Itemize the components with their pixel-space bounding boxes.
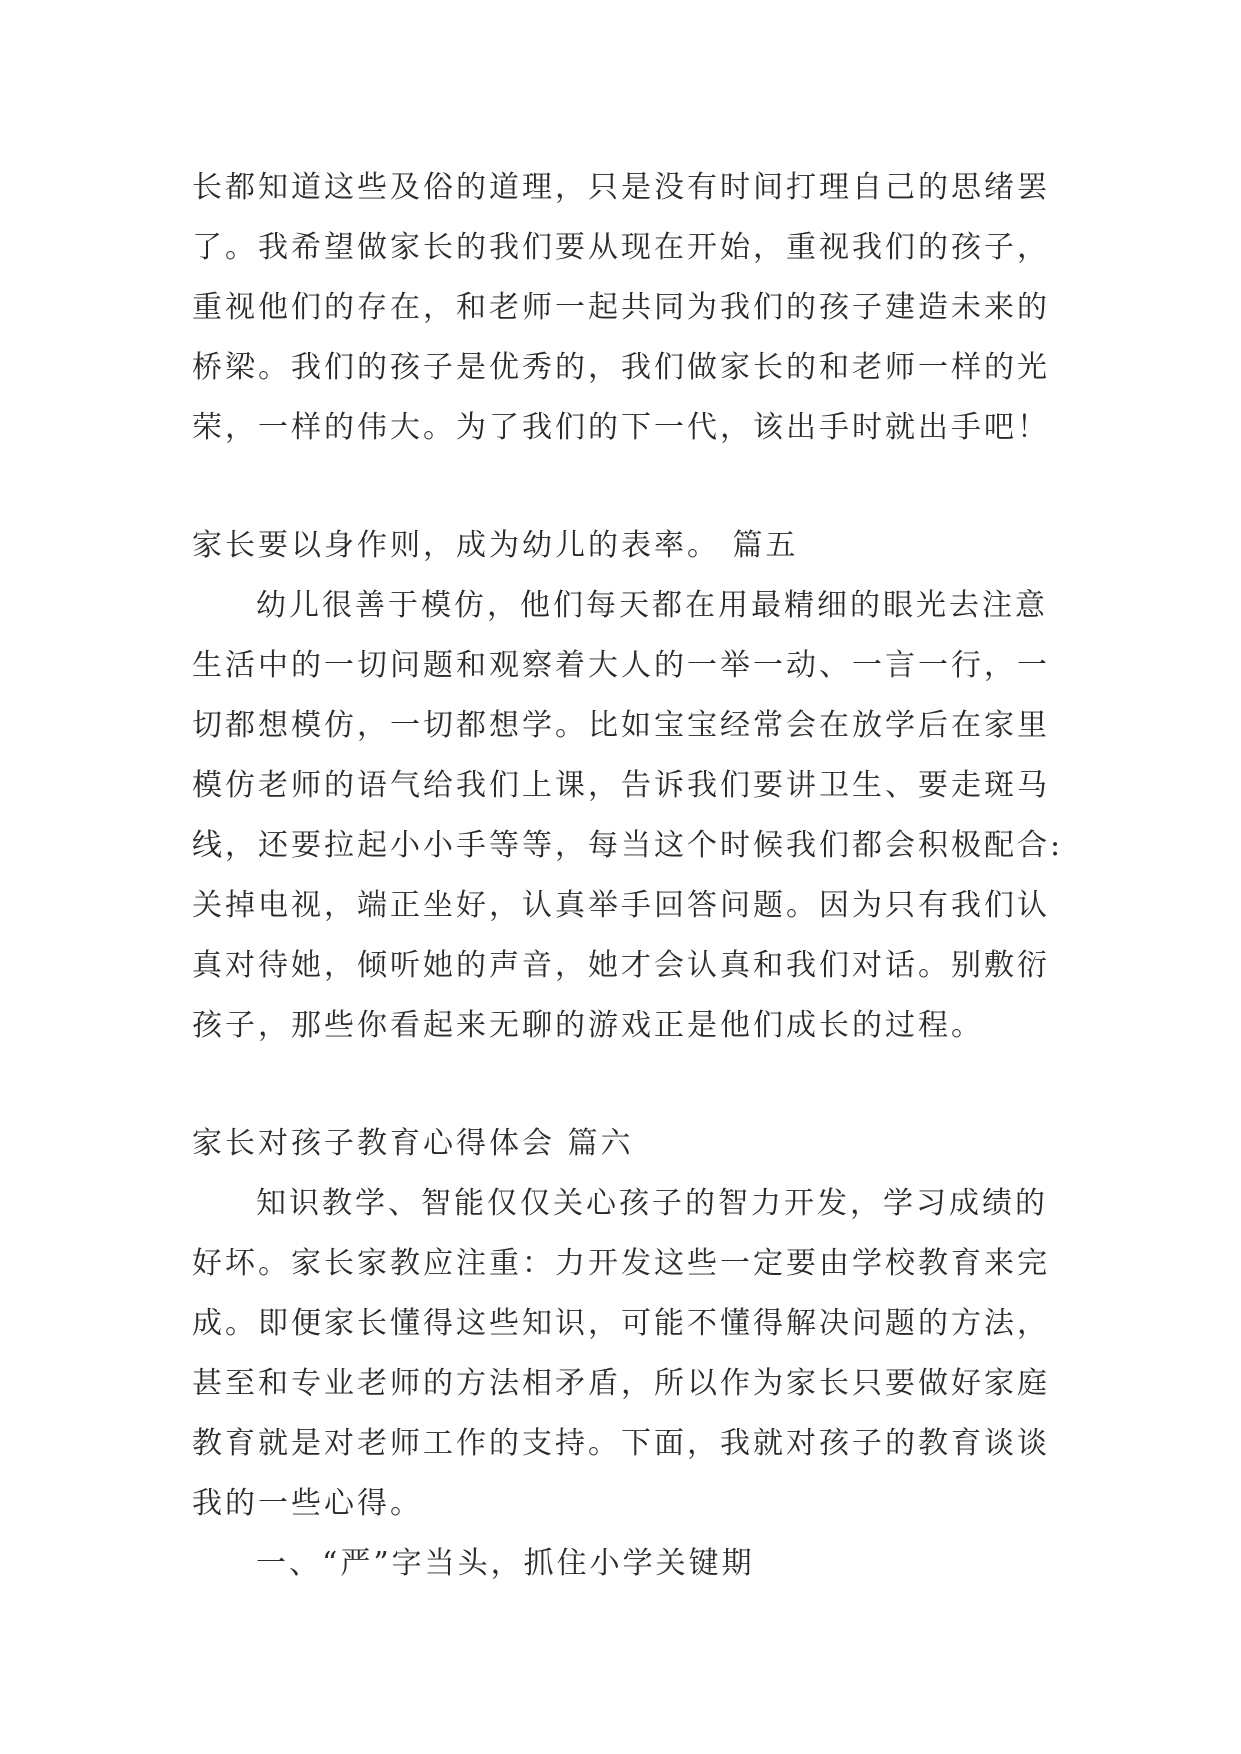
text-line: 真对待她，倾听她的声音，她才会认真和我们对话。别敷衍 [192,948,1050,983]
text-line: 桥梁。我们的孩子是优秀的，我们做家长的和老师一样的光 [192,350,1050,385]
section-six-heading: 家长对孩子教育心得体会 篇六 [192,1126,634,1161]
text-line: 好坏。家长家教应注重：力开发这些一定要由学校教育来完 [192,1246,1050,1281]
text-line: 了。我希望做家长的我们要从现在开始，重视我们的孩子， [192,230,1050,265]
section-six-subheading: 一、“严”字当头，抓住小学关键期 [256,1546,755,1581]
text-line: 生活中的一切问题和观察着大人的一举一动、一言一行，一 [192,648,1050,683]
document-body [192,158,1064,1594]
text-line: 关掉电视，端正坐好，认真举手回答问题。因为只有我们认 [192,888,1050,923]
text-line: 知识教学、智能仅仅关心孩子的智力开发，学习成绩的 [256,1186,1048,1221]
text-line: 甚至和专业老师的方法相矛盾，所以作为家长只要做好家庭 [192,1366,1050,1401]
text-line: 模仿老师的语气给我们上课，告诉我们要讲卫生、要走斑马 [192,768,1050,803]
section-six-paragraph [192,1174,1048,1534]
section-five-heading: 家长要以身作则，成为幼儿的表率。 篇五 [192,528,799,563]
section-spacer [192,1056,1048,1114]
section-five-paragraph [192,576,1064,1056]
text-line: 幼儿很善于模仿，他们每天都在用最精细的眼光去注意 [256,588,1048,623]
text-line: 孩子，那些你看起来无聊的游戏正是他们成长的过程。 [192,1008,984,1043]
text-line: 我的一些心得。 [192,1486,423,1521]
text-line: 成。即便家长懂得这些知识，可能不懂得解决问题的方法， [192,1306,1050,1341]
text-line: 长都知道这些及俗的道理，只是没有时间打理自己的思绪罢 [192,170,1050,205]
text-line: 切都想模仿，一切都想学。比如宝宝经常会在放学后在家里 [192,708,1050,743]
text-line: 教育就是对老师工作的支持。下面，我就对孩子的教育谈谈 [192,1426,1050,1461]
text-line: 重视他们的存在，和老师一起共同为我们的孩子建造未来的 [192,290,1050,325]
intro-paragraph [192,158,1048,458]
text-line: 线，还要拉起小小手等等，每当这个时候我们都会积极配合: [192,828,1064,863]
section-spacer [192,458,1048,516]
text-line: 荣，一样的伟大。为了我们的下一代，该出手时就出手吧！ [192,410,1050,445]
